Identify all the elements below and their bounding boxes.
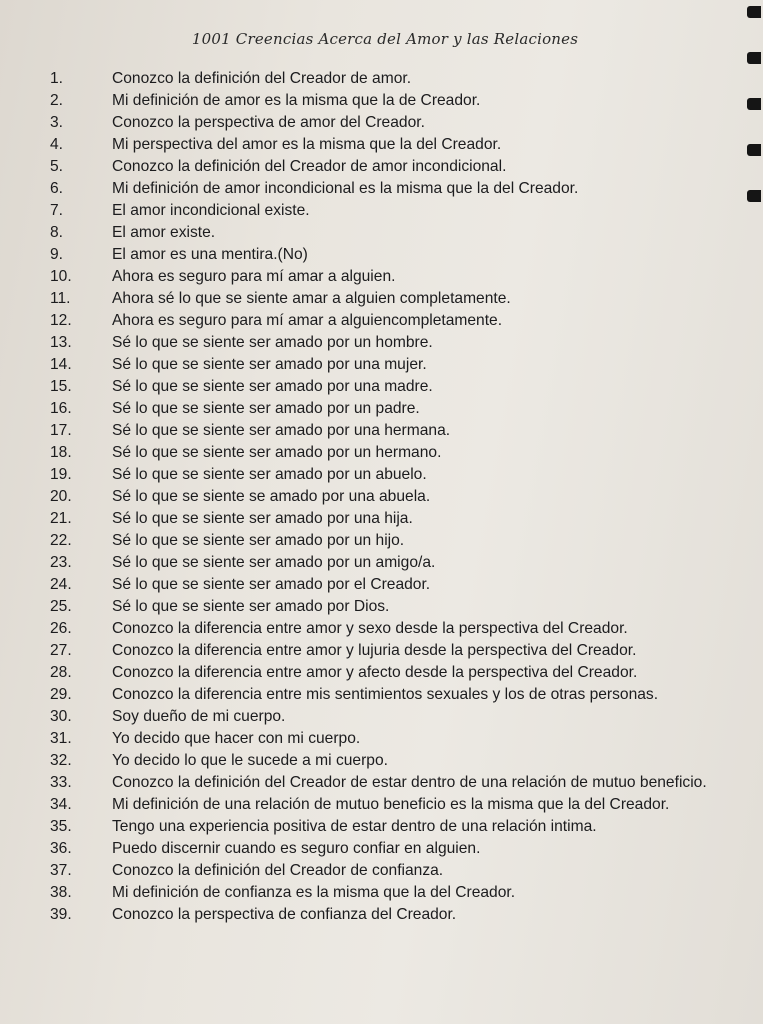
list-item <box>40 332 760 354</box>
item-text: Ahora es seguro para mí amar a alguiencompletamente. <box>112 312 503 329</box>
item-text: El amor incondicional existe. <box>112 202 310 219</box>
item-number: 18. <box>50 444 72 461</box>
item-text: Sé lo que se siente ser amado por el Creador. <box>112 576 431 593</box>
list-item <box>40 662 760 684</box>
item-number: 8. <box>50 224 64 241</box>
item-text: Mi perspectiva del amor es la misma que la del Creador. <box>112 136 502 153</box>
item-text: Sé lo que se siente ser amado por un abuelo. <box>112 466 427 483</box>
item-number: 4. <box>50 136 64 153</box>
binding-ring <box>747 6 761 18</box>
item-text: Tengo una experiencia positiva de estar dentro de una relación intima. <box>112 818 597 835</box>
list-item <box>40 640 760 662</box>
item-number: 29. <box>50 686 72 703</box>
binding-ring <box>747 52 761 64</box>
item-number: 9. <box>50 246 64 263</box>
item-number: 12. <box>50 312 72 329</box>
list-item <box>40 288 760 310</box>
list-item <box>40 508 760 530</box>
list-item <box>40 706 760 728</box>
item-text: El amor es una mentira.(No) <box>112 246 308 263</box>
item-text: Ahora es seguro para mí amar a alguien. <box>112 268 396 285</box>
item-number: 31. <box>50 730 72 747</box>
item-number: 37. <box>50 862 72 879</box>
list-item <box>40 772 760 794</box>
list-item <box>40 838 760 860</box>
list-item <box>40 904 760 926</box>
item-number: 16. <box>50 400 72 417</box>
item-text: Sé lo que se siente ser amado por una hija. <box>112 510 413 527</box>
item-number: 34. <box>50 796 72 813</box>
item-text: Ahora sé lo que se siente amar a alguien completamente. <box>112 290 511 307</box>
list-item <box>40 794 760 816</box>
item-number: 32. <box>50 752 72 769</box>
item-number: 1. <box>50 70 64 87</box>
item-number: 33. <box>50 774 72 791</box>
list-item <box>40 68 760 90</box>
item-number: 27. <box>50 642 72 659</box>
item-text: Sé lo que se siente ser amado por un padre. <box>112 400 420 417</box>
item-text: Sé lo que se siente ser amado por un amigo/a. <box>112 554 436 571</box>
item-text: Mi definición de amor es la misma que la de Creador. <box>112 92 481 109</box>
list-item <box>40 882 760 904</box>
item-number: 17. <box>50 422 72 439</box>
item-text: Conozco la diferencia entre mis sentimientos sexuales y los de otras personas. <box>112 686 659 703</box>
item-number: 5. <box>50 158 64 175</box>
item-number: 22. <box>50 532 72 549</box>
list-item <box>40 376 760 398</box>
item-text: Puedo discernir cuando es seguro confiar en alguien. <box>112 840 481 857</box>
item-number: 7. <box>50 202 64 219</box>
item-number: 36. <box>50 840 72 857</box>
item-text: El amor existe. <box>112 224 216 241</box>
item-number: 23. <box>50 554 72 571</box>
item-number: 14. <box>50 356 72 373</box>
item-text: Conozco la definición del Creador de amor. <box>112 70 412 87</box>
item-text: Conozco la perspectiva de confianza del Creador. <box>112 906 457 923</box>
list-item <box>40 618 760 640</box>
item-text: Soy dueño de mi cuerpo. <box>112 708 286 725</box>
item-number: 38. <box>50 884 72 901</box>
page-title: 1001 Creencias Acerca del Amor y las Relaciones <box>191 30 579 48</box>
list-item <box>40 728 760 750</box>
item-number: 20. <box>50 488 72 505</box>
list-item <box>40 750 760 772</box>
list-item <box>40 530 760 552</box>
item-text: Conozco la definición del Creador de estar dentro de una relación de mutuo beneficio. <box>112 774 707 791</box>
list-item <box>40 310 760 332</box>
item-number: 24. <box>50 576 72 593</box>
list-item <box>40 134 760 156</box>
list-item <box>40 178 760 200</box>
item-text: Yo decido que hacer con mi cuerpo. <box>112 730 361 747</box>
item-text: Conozco la definición del Creador de confianza. <box>112 862 444 879</box>
item-text: Conozco la definición del Creador de amor incondicional. <box>112 158 507 175</box>
item-number: 19. <box>50 466 72 483</box>
item-text: Sé lo que se siente ser amado por un hombre. <box>112 334 433 351</box>
list-item <box>40 486 760 508</box>
list-item <box>40 200 760 222</box>
list-item <box>40 860 760 882</box>
item-number: 21. <box>50 510 72 527</box>
item-text: Conozco la diferencia entre amor y sexo desde la perspectiva del Creador. <box>112 620 628 637</box>
item-text: Sé lo que se siente se amado por una abuela. <box>112 488 431 505</box>
list-item <box>40 222 760 244</box>
item-text: Conozco la diferencia entre amor y lujuria desde la perspectiva del Creador. <box>112 642 637 659</box>
item-number: 39. <box>50 906 72 923</box>
list-item <box>40 442 760 464</box>
list-item <box>40 552 760 574</box>
list-item <box>40 156 760 178</box>
item-number: 3. <box>50 114 64 131</box>
item-number: 35. <box>50 818 72 835</box>
item-number: 2. <box>50 92 64 109</box>
list-item <box>40 574 760 596</box>
list-item <box>40 464 760 486</box>
item-text: Mi definición de confianza es la misma que la del Creador. <box>112 884 516 901</box>
item-text: Yo decido lo que le sucede a mi cuerpo. <box>112 752 388 769</box>
item-text: Sé lo que se siente ser amado por Dios. <box>112 598 390 615</box>
list-item <box>40 398 760 420</box>
list-item <box>40 596 760 618</box>
item-number: 25. <box>50 598 72 615</box>
list-item <box>40 354 760 376</box>
item-number: 15. <box>50 378 72 395</box>
list-item <box>40 266 760 288</box>
item-number: 6. <box>50 180 64 197</box>
item-number: 30. <box>50 708 72 725</box>
item-text: Conozco la perspectiva de amor del Creador. <box>112 114 425 131</box>
list-item <box>40 420 760 442</box>
item-number: 10. <box>50 268 72 285</box>
item-number: 11. <box>50 290 71 307</box>
item-text: Sé lo que se siente ser amado por una hermana. <box>112 422 451 439</box>
list-item <box>40 90 760 112</box>
item-number: 26. <box>50 620 72 637</box>
item-text: Mi definición de una relación de mutuo beneficio es la misma que la del Creador. <box>112 796 670 813</box>
belief-list <box>40 68 760 926</box>
item-text: Sé lo que se siente ser amado por una madre. <box>112 378 433 395</box>
item-text: Sé lo que se siente ser amado por una mujer. <box>112 356 427 373</box>
item-text: Sé lo que se siente ser amado por un hijo. <box>112 532 405 549</box>
list-item <box>40 684 760 706</box>
list-item <box>40 112 760 134</box>
item-text: Conozco la diferencia entre amor y afecto desde la perspectiva del Creador. <box>112 664 638 681</box>
item-text: Sé lo que se siente ser amado por un hermano. <box>112 444 442 461</box>
list-item <box>40 244 760 266</box>
item-number: 28. <box>50 664 72 681</box>
item-number: 13. <box>50 334 72 351</box>
list-item <box>40 816 760 838</box>
item-text: Mi definición de amor incondicional es la misma que la del Creador. <box>112 180 579 197</box>
